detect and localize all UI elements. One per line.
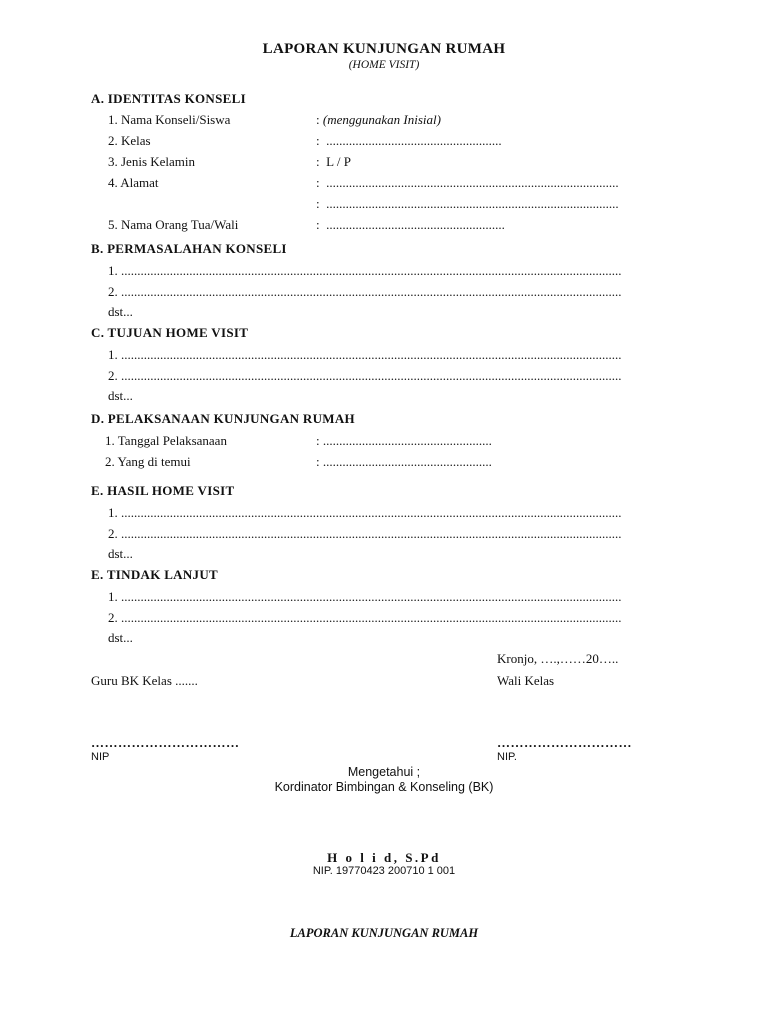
section-followup-heading: E. TINDAK LANJUT (91, 567, 218, 582)
identity-value-class: ...................................................... (326, 133, 502, 148)
problem-line-2: 2. .......................................................................................................................................................... (108, 284, 622, 299)
followup-line-1: 1. .......................................................................................................................................................... (108, 589, 622, 604)
document-subtitle: (HOME VISIT) (348, 59, 420, 71)
followup-line-2: 2. .......................................................................................................................................................... (108, 610, 622, 625)
section-c-heading: C. TUJUAN HOME VISIT (91, 325, 249, 340)
execution-label-met: 2. Yang di temui (105, 454, 191, 469)
identity-value-address-2: .......................................................................................... (326, 196, 619, 211)
section-b-heading: B. PERMASALAHAN KONSELI (91, 241, 287, 256)
identity-label-parent: 5. Nama Orang Tua/Wali (108, 217, 239, 232)
identity-colon-address-2: : .......................................................................................... (316, 196, 619, 211)
place-date: Kronjo, ….,……20….. (497, 651, 619, 666)
identity-label-name: 1. Nama Konseli/Siswa (108, 112, 231, 127)
purpose-dst: dst... (108, 388, 133, 403)
homeroom-signature-line: ………………………… (497, 735, 632, 750)
identity-label-address: 4. Alamat (108, 175, 159, 190)
identity-label-gender: 3. Jenis Kelamin (108, 154, 196, 169)
identity-colon-class: : ...................................................... (316, 133, 502, 148)
identity-colon-name: : (menggunakan Inisial) (316, 112, 441, 127)
problem-line-1: 1. .......................................................................................................................................................... (108, 263, 622, 278)
identity-value-name: (menggunakan Inisial) (322, 112, 441, 127)
execution-value-met: : .................................................... (316, 454, 492, 469)
coordinator-name: H o l i d, S.Pd (327, 850, 441, 865)
execution-value-date: : .................................................... (316, 433, 492, 448)
footer-title: LAPORAN KUNJUNGAN RUMAH (289, 926, 479, 940)
identity-colon-gender: : L / P (316, 154, 351, 169)
purpose-line-2: 2. .......................................................................................................................................................... (108, 368, 622, 383)
result-dst: dst... (108, 546, 133, 561)
problem-dst: dst... (108, 304, 133, 319)
identity-colon-parent: : ....................................................... (316, 217, 505, 232)
acknowledged-label: Mengetahui ; (347, 765, 421, 779)
identity-value-gender: L / P (326, 154, 351, 169)
identity-value-parent: ....................................................... (326, 217, 505, 232)
result-line-1: 1. .......................................................................................................................................................... (108, 505, 622, 520)
counselor-nip: NIP (91, 751, 110, 763)
followup-dst: dst... (108, 630, 133, 645)
identity-colon-address: : .......................................................................................... (316, 175, 619, 190)
document-title: LAPORAN KUNJUNGAN RUMAH (262, 41, 506, 57)
homeroom-role: Wali Kelas (497, 673, 555, 688)
identity-value-address: .......................................................................................... (326, 175, 619, 190)
coordinator-nip: NIP. 19770423 200710 1 001 (312, 865, 456, 877)
result-line-2: 2. .......................................................................................................................................................... (108, 526, 622, 541)
identity-label-class: 2. Kelas (108, 133, 151, 148)
section-a-heading: A. IDENTITAS KONSELI (91, 91, 246, 106)
section-e-heading: E. HASIL HOME VISIT (91, 483, 235, 498)
purpose-line-1: 1. .......................................................................................................................................................... (108, 347, 622, 362)
section-d-heading: D. PELAKSANAAN KUNJUNGAN RUMAH (91, 411, 355, 426)
homeroom-nip: NIP. (497, 751, 517, 763)
counselor-signature-line: …………………………… (91, 735, 240, 750)
coordinator-title: Kordinator Bimbingan & Konseling (BK) (274, 780, 494, 794)
counselor-role: Guru BK Kelas ....... (91, 673, 198, 688)
execution-label-date: 1. Tanggal Pelaksanaan (105, 433, 227, 448)
